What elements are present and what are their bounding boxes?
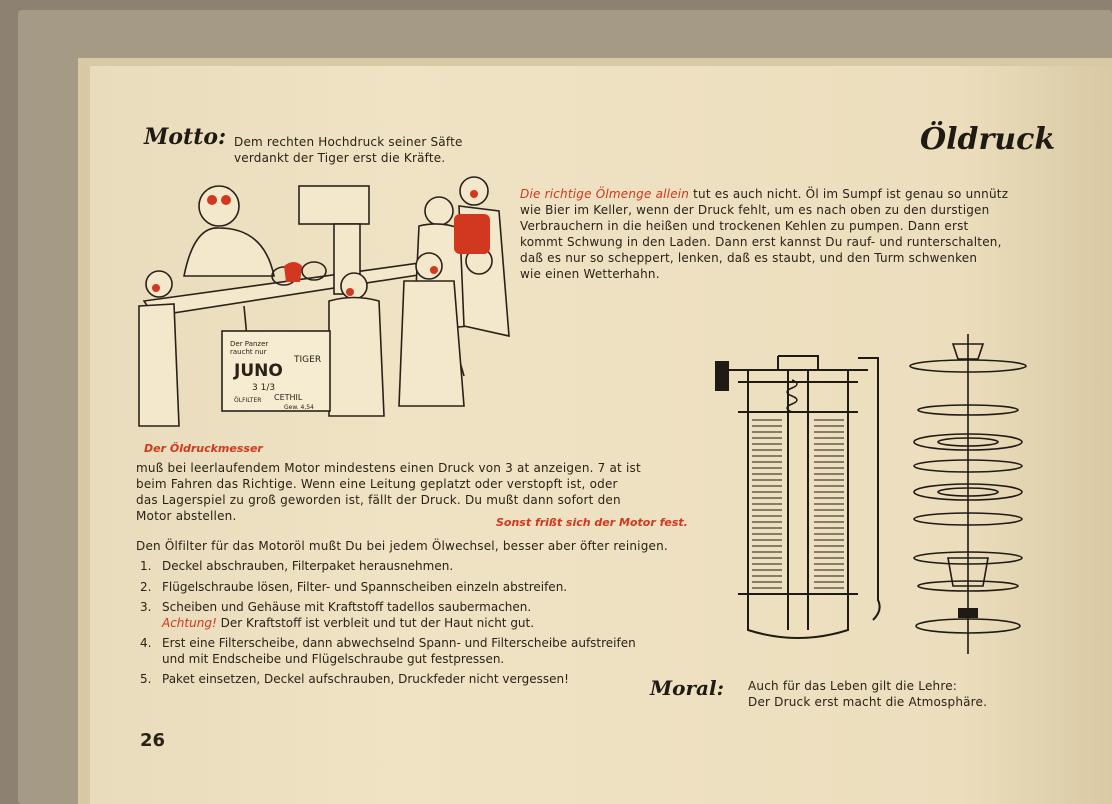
step-item: [140, 580, 700, 596]
intro-line-1: tut es auch nicht. Öl im Sumpf ist genau so unnütz: [693, 187, 1009, 201]
motto-text: [234, 134, 463, 166]
step-text-2: und mit Endscheibe und Flügelschraube gut festpressen.: [162, 651, 505, 666]
intro-line-4: kommt Schwung in den Laden. Dann erst kannst Du rauf- und runterschalten,: [520, 235, 1002, 249]
step-item: [140, 672, 700, 688]
step-number: 1.: [140, 559, 152, 573]
step-warning: Achtung!: [162, 615, 217, 630]
step-number: 4.: [140, 636, 152, 650]
page-title: Öldruck: [920, 122, 1056, 157]
oeldruckmesser-paragraph: [136, 460, 696, 524]
oil-filter-cross-section-drawing: [708, 350, 888, 650]
moral-line-2: Der Druck erst macht die Atmosphäre.: [748, 695, 988, 709]
step-item: [140, 559, 700, 575]
moral-text: [748, 678, 987, 710]
step-text: Flügelschraube lösen, Filter- und Spannscheiben einzeln abstreifen.: [162, 579, 568, 594]
sign-line-6: CETHIL: [274, 393, 303, 402]
oeldruckmesser-line-3: das Lagerspiel zu groß geworden ist, fällt der Druck. Du mußt dann sofort den: [136, 493, 621, 507]
moral-label: Moral:: [650, 676, 724, 700]
step-text: Scheiben und Gehäuse mit Kraftstoff tadellos saubermachen.: [162, 600, 532, 614]
step-item: [140, 600, 700, 631]
step-text: Deckel abschrauben, Filterpaket herausnehmen.: [162, 559, 454, 573]
step-text: Erst eine Filterscheibe, dann abwechselnd Spann- und Filterscheibe aufstreifen: [162, 636, 636, 650]
moral-line-1: Auch für das Leben gilt die Lehre:: [748, 679, 958, 693]
sign-line-3: TIGER: [294, 355, 322, 365]
step-number: 5.: [140, 672, 152, 686]
step-text: Paket einsetzen, Deckel aufschrauben, Druckfeder nicht vergessen!: [162, 672, 569, 686]
sign-line-1: Der Panzer: [230, 340, 269, 348]
filter-intro: Den Ölfilter für das Motoröl mußt Du bei jedem Ölwechsel, besser aber öfter reinigen.: [136, 539, 668, 553]
oeldruckmesser-line-2: beim Fahren das Richtige. Wenn eine Leitung geplatzt oder verstopft ist, oder: [136, 477, 618, 491]
oeldruckmesser-line-1: muß bei leerlaufendem Motor mindestens einen Druck von 3 at anzeigen. 7 at ist: [136, 461, 641, 475]
intro-highlight: Die richtige Ölmenge allein: [520, 187, 690, 201]
motto-line-1: Dem rechten Hochdruck seiner Säfte: [234, 135, 463, 149]
intro-line-3: Verbrauchern in die heißen und trockenen Kehlen zu pumpen. Dann erst: [520, 219, 969, 233]
book-page: [90, 66, 1112, 804]
step-number: 2.: [140, 579, 152, 594]
sign-line-7: Gew. 4,54: [284, 404, 314, 411]
step-item: [140, 636, 700, 667]
motto-label: Motto:: [144, 124, 227, 150]
oeldruckmesser-heading: Der Öldruckmesser: [144, 442, 263, 455]
filter-discs-exploded-view: [908, 334, 1038, 664]
step-text-2: Der Kraftstoff ist verbleit und tut der Haut nicht gut.: [220, 615, 535, 630]
intro-paragraph: [520, 186, 1032, 282]
oeldruckmesser-line-4: Motor abstellen.: [136, 509, 237, 523]
motto-line-2: verdankt der Tiger erst die Kräfte.: [234, 151, 446, 165]
cleaning-steps-list: [140, 559, 700, 693]
page-number: 26: [140, 730, 166, 751]
sign-line-5: ÖLFILTER: [234, 397, 262, 404]
intro-line-5: daß es nur so scheppert, lenken, daß es staubt, und den Turm schwenken: [520, 251, 978, 265]
sign-brand: JUNO: [234, 361, 283, 381]
intro-line-2: wie Bier im Keller, wenn der Druck fehlt, um es nach oben zu den durstigen: [520, 203, 990, 217]
sign-line-2: raucht nur: [230, 348, 267, 356]
intro-line-6: wie einen Wetterhahn.: [520, 267, 660, 281]
step-number: 3.: [140, 600, 152, 614]
oeldruckmesser-warning: Sonst frißt sich der Motor fest.: [496, 516, 688, 529]
cartoon-illustration: [134, 166, 514, 428]
sign-line-4: 3 1/3: [252, 383, 276, 393]
